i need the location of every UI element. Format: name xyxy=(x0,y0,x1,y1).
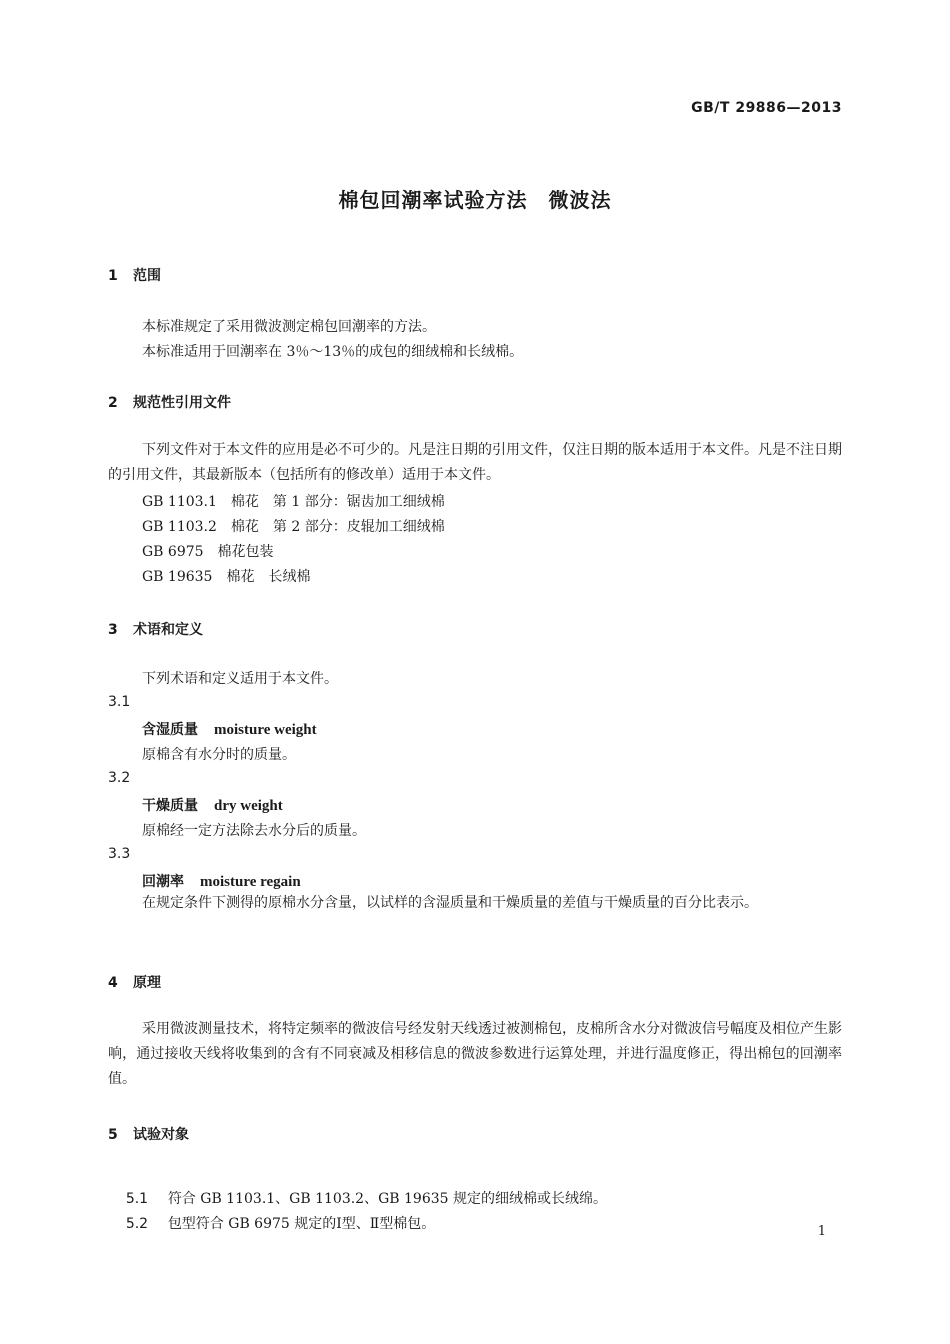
term-heading xyxy=(142,795,283,815)
term-english: moisture weight xyxy=(214,722,317,738)
item-text: 包型符合 GB 6975 规定的Ⅰ型、Ⅱ型棉包。 xyxy=(167,1216,436,1232)
section-number: 3 xyxy=(108,622,118,638)
term-heading xyxy=(142,871,301,891)
reference-item: GB 6975 棉花包装 xyxy=(142,544,274,560)
section-4-heading xyxy=(108,972,161,992)
item-number: 5.1 xyxy=(125,1191,149,1207)
reference-item: GB 1103.2 棉花 第 2 部分：皮辊加工细绒棉 xyxy=(142,519,445,535)
section-number: 5 xyxy=(108,1127,118,1143)
references-intro: 下列文件对于本文件的应用是必不可少的。凡是注日期的引用文件，仅注日期的版本适用于本文件。凡是不注日期的引用文件，其最新版本（包括所有的修改单）适用于本文件。 xyxy=(108,442,842,483)
scope-paragraph-2: 本标准适用于回潮率在 3％～13％的成包的细绒棉和长绒棉。 xyxy=(142,344,524,360)
section-title: 规范性引用文件 xyxy=(133,395,231,411)
term-number: 3.3 xyxy=(108,846,131,862)
section-number: 1 xyxy=(108,268,118,284)
term-chinese: 回潮率 xyxy=(142,874,184,890)
scope-paragraph-1: 本标准规定了采用微波测定棉包回潮率的方法。 xyxy=(142,319,436,335)
page-number: 1 xyxy=(817,1224,826,1239)
section-1-heading xyxy=(108,265,161,285)
reference-item: GB 1103.1 棉花 第 1 部分：锯齿加工细绒棉 xyxy=(142,494,445,510)
term-number: 3.1 xyxy=(108,694,131,710)
section-2-heading xyxy=(108,392,231,412)
term-chinese: 干燥质量 xyxy=(142,798,198,814)
principle-paragraph: 采用微波测量技术，将特定频率的微波信号经发射天线透过被测棉包，皮棉所含水分对微波信号幅度及相位产生影响，通过接收天线将收集到的含有不同衰减及相移信息的微波参数进行运算处理，并进行温度修正，得出棉包的回潮率值。 xyxy=(108,1021,842,1087)
term-definition: 原棉含有水分时的质量。 xyxy=(142,747,296,763)
section-5-heading xyxy=(108,1124,189,1144)
item-number: 5.2 xyxy=(125,1216,149,1232)
terms-intro: 下列术语和定义适用于本文件。 xyxy=(142,671,338,687)
term-english: moisture regain xyxy=(200,874,301,890)
section-number: 4 xyxy=(108,975,118,991)
list-item xyxy=(108,1197,435,1249)
term-number: 3.2 xyxy=(108,770,131,786)
section-title: 原理 xyxy=(133,975,161,991)
section-title: 试验对象 xyxy=(133,1127,189,1143)
section-number: 2 xyxy=(108,395,118,411)
reference-item: GB 19635 棉花 长绒棉 xyxy=(142,569,311,585)
section-title: 术语和定义 xyxy=(133,622,203,638)
standard-code: GB/T 29886—2013 xyxy=(691,100,842,116)
term-chinese: 含湿质量 xyxy=(142,722,198,738)
term-definition: 在规定条件下测得的原棉水分含量，以试样的含湿质量和干燥质量的差值与干燥质量的百分比表示。 xyxy=(142,895,758,911)
item-text: 符合 GB 1103.1、GB 1103.2、GB 19635 规定的细绒棉或长绒绵。 xyxy=(167,1191,607,1207)
term-english: dry weight xyxy=(214,798,283,814)
term-heading xyxy=(142,719,317,739)
section-3-heading xyxy=(108,619,203,639)
section-title: 范围 xyxy=(133,268,161,284)
term-definition: 原棉经一定方法除去水分后的质量。 xyxy=(142,823,366,839)
document-title: 棉包回潮率试验方法 微波法 xyxy=(338,188,612,212)
